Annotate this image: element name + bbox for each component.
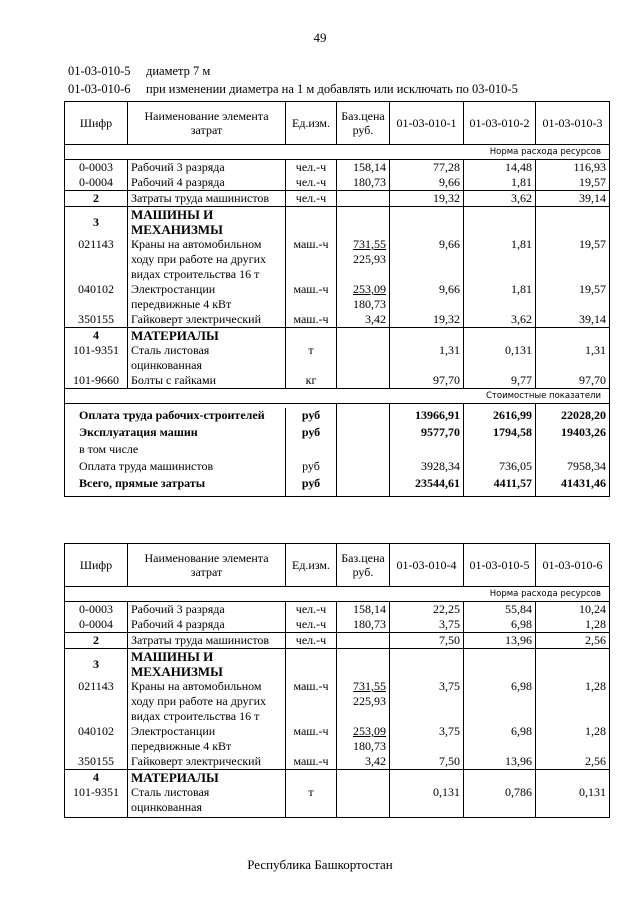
cell-v3: 2,56: [536, 633, 610, 649]
cell-unit: чел.-ч: [286, 602, 337, 618]
cell-v2: 1,81: [464, 282, 536, 312]
cell-v1: 19,32: [390, 191, 464, 207]
cell-unit: маш.-ч: [286, 282, 337, 312]
cell-v1: 7,50: [390, 754, 464, 770]
cost-v3: 19403,26: [536, 423, 610, 440]
cell-v3: 19,57: [536, 237, 610, 282]
table-header-row: [65, 102, 610, 145]
cell-name: Электростанции передвижные 4 кВт: [128, 724, 286, 754]
cell-v2: 14,48: [464, 160, 536, 176]
note-text: при изменении диаметра на 1 м добавлять или исключать по 03-010-5: [146, 82, 518, 96]
cell-v2: 13,96: [464, 754, 536, 770]
cell-unit: чел.-ч: [286, 191, 337, 207]
cell-code: 350155: [65, 312, 128, 328]
cell-price: 158,14: [337, 602, 390, 618]
table-row: [65, 633, 610, 649]
table-row: [65, 602, 610, 618]
cost-v2: 1794,58: [464, 423, 536, 440]
cell-v3: 97,70: [536, 373, 610, 389]
cell-v3: 0,131: [536, 785, 610, 818]
cell-name: Гайковерт электрический: [128, 312, 286, 328]
cell-code: 101-9351: [65, 785, 128, 818]
cell-price: 253,09 180,73: [337, 724, 390, 754]
cell-v3: 39,14: [536, 312, 610, 328]
cell-name: Сталь листовая оцинкованная: [128, 785, 286, 818]
cell-v3: 1,28: [536, 679, 610, 724]
cell-code: 040102: [65, 282, 128, 312]
norm-label-row: [65, 145, 610, 160]
cell-code: 350155: [65, 754, 128, 770]
cell-v3: 116,93: [536, 160, 610, 176]
cost-v2: 736,05: [464, 457, 536, 474]
cell-name: Болты с гайками: [128, 373, 286, 389]
cell-unit: чел.-ч: [286, 633, 337, 649]
cost-unit: руб: [286, 408, 337, 423]
table-row: [65, 785, 610, 818]
cell-v2: 9,77: [464, 373, 536, 389]
cost-row: [65, 408, 610, 423]
norm-label: Норма расхода ресурсов: [65, 145, 610, 160]
table-section-row: [65, 649, 610, 680]
table-row: [65, 312, 610, 328]
cell-code: 4: [65, 770, 128, 786]
note-code: 01-03-010-6: [68, 82, 131, 96]
cell-v2: 0,786: [464, 785, 536, 818]
cell-name: Рабочий 4 разряда: [128, 617, 286, 633]
note-line-2: [68, 82, 518, 97]
cell-v2: 13,96: [464, 633, 536, 649]
cost-unit: руб: [286, 457, 337, 474]
cost-name: в том числе: [65, 440, 286, 457]
table-section-row: [65, 770, 610, 786]
cell-v1: 7,50: [390, 633, 464, 649]
cell-v2: 3,62: [464, 312, 536, 328]
header-col-2: 01-03-010-2: [464, 102, 536, 145]
cell-v1: 77,28: [390, 160, 464, 176]
header-name: Наименование элемента затрат: [128, 544, 286, 587]
cell-v1: 97,70: [390, 373, 464, 389]
header-code: Шифр: [65, 102, 128, 145]
note-line-1: [68, 64, 210, 79]
section-title: МАТЕРИАЛЫ: [128, 770, 286, 786]
cell-v2: 0,131: [464, 343, 536, 373]
cost-v1: 13966,91: [390, 408, 464, 423]
table-section-row: [65, 328, 610, 344]
cell-price: 180,73: [337, 175, 390, 191]
cell-price: [337, 343, 390, 373]
cell-code: 0-0004: [65, 617, 128, 633]
note-code: 01-03-010-5: [68, 64, 131, 78]
resource-table-2: [64, 543, 610, 818]
cost-name: Эксплуатация машин: [65, 423, 286, 440]
cell-v2: 6,98: [464, 679, 536, 724]
cell-v1: 19,32: [390, 312, 464, 328]
cell-v3: 19,57: [536, 175, 610, 191]
norm-label: Норма расхода ресурсов: [65, 587, 610, 602]
cell-v3: 1,31: [536, 343, 610, 373]
cell-v1: 9,66: [390, 175, 464, 191]
cell-code: 4: [65, 328, 128, 344]
table-header-row: [65, 544, 610, 587]
cell-price: 731,55 225,93: [337, 237, 390, 282]
cell-v1: 0,131: [390, 785, 464, 818]
cell-unit: маш.-ч: [286, 679, 337, 724]
page-footer: Республика Башкортостан: [247, 857, 393, 872]
header-price: Баз.цена руб.: [337, 544, 390, 587]
cost-label: Стоимостные показатели: [65, 389, 610, 404]
table-row: [65, 754, 610, 770]
cell-price: 3,42: [337, 312, 390, 328]
cell-code: 0-0003: [65, 602, 128, 618]
cell-name: Сталь листовая оцинкованная: [128, 343, 286, 373]
table-row: [65, 282, 610, 312]
cost-name: Оплата труда машинистов: [65, 457, 286, 474]
norm-label-row: [65, 587, 610, 602]
cell-code: 0-0003: [65, 160, 128, 176]
cell-v1: 9,66: [390, 237, 464, 282]
cost-row: [65, 457, 610, 474]
cell-v3: 10,24: [536, 602, 610, 618]
cell-price: [337, 191, 390, 207]
page-number: 49: [313, 30, 327, 45]
cell-code: 3: [65, 207, 128, 238]
note-text: диаметр 7 м: [146, 64, 211, 78]
cell-code: 021143: [65, 679, 128, 724]
cell-code: 2: [65, 191, 128, 207]
cell-v3: 1,28: [536, 617, 610, 633]
header-unit: Ед.изм.: [286, 544, 337, 587]
cell-unit: маш.-ч: [286, 754, 337, 770]
table-row: [65, 617, 610, 633]
cell-price: [337, 373, 390, 389]
cost-v3: 41431,46: [536, 474, 610, 497]
cell-v1: 3,75: [390, 679, 464, 724]
cell-unit: чел.-ч: [286, 617, 337, 633]
cell-v3: 39,14: [536, 191, 610, 207]
cell-price: 158,14: [337, 160, 390, 176]
cell-name: Затраты труда машинистов: [128, 191, 286, 207]
cell-price: 253,09 180,73: [337, 282, 390, 312]
cost-row: [65, 440, 610, 457]
cost-unit: руб: [286, 423, 337, 440]
cell-unit: маш.-ч: [286, 724, 337, 754]
header-col-3: 01-03-010-6: [536, 544, 610, 587]
cost-v1: 9577,70: [390, 423, 464, 440]
cell-code: 101-9660: [65, 373, 128, 389]
header-col-1: 01-03-010-4: [390, 544, 464, 587]
cell-v2: 3,62: [464, 191, 536, 207]
cost-unit: руб: [286, 474, 337, 497]
table-row: [65, 191, 610, 207]
cell-v1: 22,25: [390, 602, 464, 618]
resource-table-1: [64, 101, 610, 497]
cell-v1: 3,75: [390, 617, 464, 633]
section-title: МАШИНЫ И МЕХАНИЗМЫ: [128, 207, 286, 238]
cell-unit: маш.-ч: [286, 237, 337, 282]
cost-v1: 23544,61: [390, 474, 464, 497]
cell-unit: кг: [286, 373, 337, 389]
cell-code: 0-0004: [65, 175, 128, 191]
cell-name: Рабочий 3 разряда: [128, 160, 286, 176]
cell-price: [337, 785, 390, 818]
cost-v2: 2616,99: [464, 408, 536, 423]
cell-v2: 1,81: [464, 175, 536, 191]
section-title: МАШИНЫ И МЕХАНИЗМЫ: [128, 649, 286, 680]
cost-v3: 7958,34: [536, 457, 610, 474]
header-code: Шифр: [65, 544, 128, 587]
cell-code: 3: [65, 649, 128, 680]
cell-price: 3,42: [337, 754, 390, 770]
cell-code: 040102: [65, 724, 128, 754]
header-unit: Ед.изм.: [286, 102, 337, 145]
cost-row: [65, 474, 610, 497]
cell-name: Затраты труда машинистов: [128, 633, 286, 649]
cost-name: Оплата труда рабочих-строителей: [65, 408, 286, 423]
table-row: [65, 175, 610, 191]
cell-v2: 1,81: [464, 237, 536, 282]
cell-price: 731,55 225,93: [337, 679, 390, 724]
header-col-3: 01-03-010-3: [536, 102, 610, 145]
cell-unit: чел.-ч: [286, 175, 337, 191]
cell-name: Гайковерт электрический: [128, 754, 286, 770]
cost-name: Всего, прямые затраты: [65, 474, 286, 497]
cell-price: [337, 633, 390, 649]
header-price: Баз.цена руб.: [337, 102, 390, 145]
cost-row: [65, 423, 610, 440]
cell-name: Краны на автомобильном ходу при работе на других видах строительства 16 т: [128, 679, 286, 724]
cell-unit: чел.-ч: [286, 160, 337, 176]
cell-unit: т: [286, 785, 337, 818]
cell-name: Электростанции передвижные 4 кВт: [128, 282, 286, 312]
table-row: [65, 373, 610, 389]
table-section-row: [65, 207, 610, 238]
cell-name: Рабочий 3 разряда: [128, 602, 286, 618]
cost-v1: 3928,34: [390, 457, 464, 474]
cell-v1: 9,66: [390, 282, 464, 312]
cell-name: Краны на автомобильном ходу при работе на других видах строительства 16 т: [128, 237, 286, 282]
cell-v3: 1,28: [536, 724, 610, 754]
cell-v2: 6,98: [464, 617, 536, 633]
cell-v1: 3,75: [390, 724, 464, 754]
section-title: МАТЕРИАЛЫ: [128, 328, 286, 344]
cell-unit: т: [286, 343, 337, 373]
table-row: [65, 679, 610, 724]
cell-v1: 1,31: [390, 343, 464, 373]
cell-code: 2: [65, 633, 128, 649]
header-col-1: 01-03-010-1: [390, 102, 464, 145]
cell-v3: 19,57: [536, 282, 610, 312]
table-row: [65, 724, 610, 754]
cost-label-row: [65, 389, 610, 404]
cost-v3: 22028,20: [536, 408, 610, 423]
table-row: [65, 343, 610, 373]
cell-v2: 6,98: [464, 724, 536, 754]
cell-v2: 55,84: [464, 602, 536, 618]
cell-price: 180,73: [337, 617, 390, 633]
cell-v3: 2,56: [536, 754, 610, 770]
table-row: [65, 237, 610, 282]
header-name: Наименование элемента затрат: [128, 102, 286, 145]
cell-code: 101-9351: [65, 343, 128, 373]
cost-v2: 4411,57: [464, 474, 536, 497]
cell-code: 021143: [65, 237, 128, 282]
header-col-2: 01-03-010-5: [464, 544, 536, 587]
table-row: [65, 160, 610, 176]
cell-unit: маш.-ч: [286, 312, 337, 328]
cell-name: Рабочий 4 разряда: [128, 175, 286, 191]
